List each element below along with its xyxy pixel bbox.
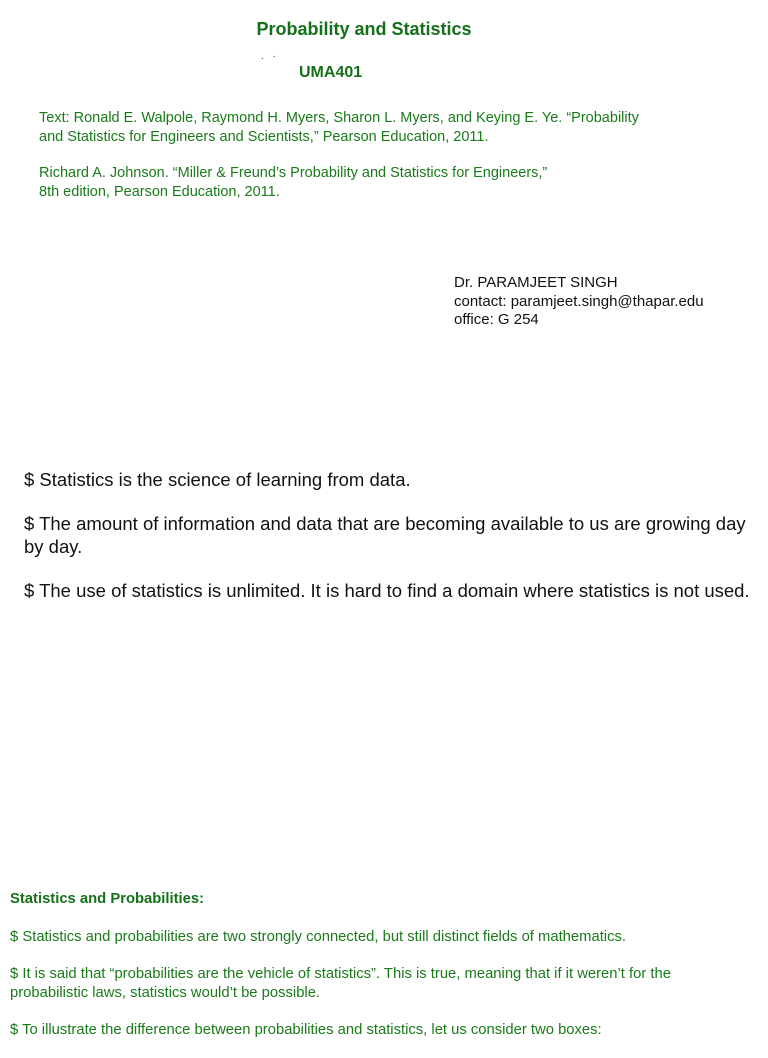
reference-secondary xyxy=(39,164,739,202)
instructor-info xyxy=(454,274,704,330)
statistics-probabilities-section xyxy=(10,890,750,1058)
instructor-office: office: G 254 xyxy=(454,311,539,328)
decoration-dots: . · xyxy=(261,51,279,62)
course-code: UMA401 xyxy=(299,64,363,81)
section-point: $ Statistics and probabilities are two strongly connected, but still distinct fields of mathematics. xyxy=(10,929,627,945)
page-title: Probability and Statistics xyxy=(256,19,472,39)
reference-textbook xyxy=(39,109,739,147)
reference-line: Text: Ronald E. Walpole, Raymond H. Myers, Sharon L. Myers, and Keying E. Ye. “Probability xyxy=(39,110,639,126)
section-heading: Statistics and Probabilities: xyxy=(10,891,205,907)
reference-line: Richard A. Johnson. “Miller & Freund’s Probability and Statistics for Engineers,” xyxy=(39,165,548,181)
intro-point: $ The amount of information and data that are becoming available to us are growing day by day. xyxy=(24,513,746,557)
section-point: $ To illustrate the difference between probabilities and statistics, let us consider two boxes: xyxy=(10,1022,602,1038)
reference-line: 8th edition, Pearson Education, 2011. xyxy=(39,184,280,200)
intro-point: $ Statistics is the science of learning from data. xyxy=(24,469,411,490)
intro-bullets xyxy=(24,468,754,623)
reference-line: and Statistics for Engineers and Scientists,” Pearson Education, 2011. xyxy=(39,129,489,145)
intro-point: $ The use of statistics is unlimited. It is hard to find a domain where statistics is not used. xyxy=(24,580,750,601)
instructor-contact: contact: paramjeet.singh@thapar.edu xyxy=(454,292,704,310)
section-point: $ It is said that “probabilities are the vehicle of statistics”. This is true, meaning that if it weren’t for the probabilistic laws, statistics would’t be possible. xyxy=(10,966,671,1001)
instructor-name: Dr. PARAMJEET SINGH xyxy=(454,274,618,291)
